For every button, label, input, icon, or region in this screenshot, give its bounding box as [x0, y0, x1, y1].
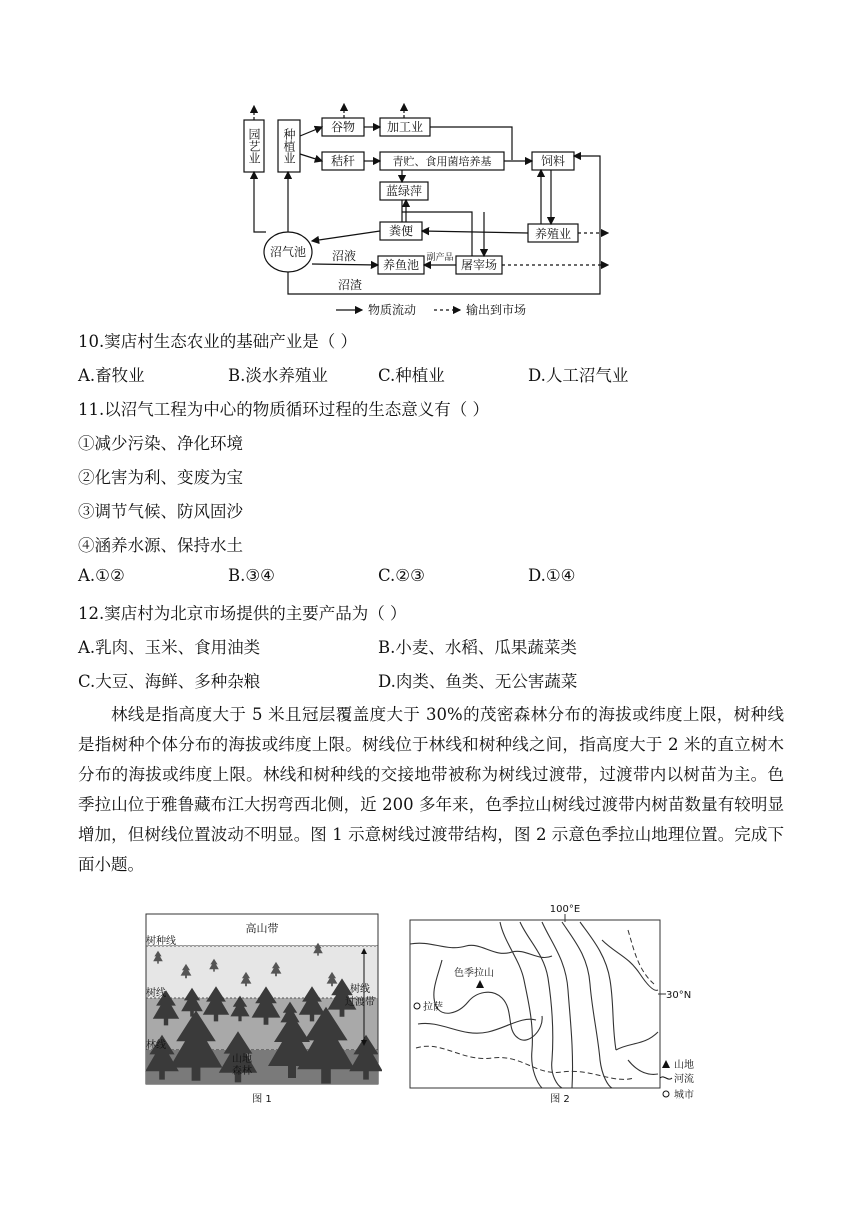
question-10-option-a: A.畜牧业 — [78, 366, 145, 385]
question-11-statement-3: ③调节气候、防风固沙 — [78, 502, 243, 521]
question-11-option-c: C.②③ — [378, 566, 425, 585]
question-12-option-d: D.肉类、鱼类、无公害蔬菜 — [378, 672, 578, 691]
node-straw: 秸秆 — [330, 154, 356, 168]
node-slaughterhouse: 屠宰场 — [460, 258, 498, 272]
question-10-option-d: D.人工沼气业 — [528, 366, 629, 385]
edge-biogas-residue: 沼渣 — [337, 278, 363, 292]
edge-biogas-liquid: 沼液 — [331, 249, 357, 263]
node-biogas-pit: 沼气池 — [269, 245, 307, 259]
figure-2-location-map — [402, 900, 722, 1110]
node-fish-pond: 养鱼池 — [382, 258, 420, 272]
node-feed: 饲料 — [540, 154, 566, 168]
figure-2-legend-city: 城市 — [674, 1090, 694, 1101]
node-manure: 粪便 — [388, 224, 414, 238]
figure-2-city-marker — [414, 1003, 420, 1009]
figure-1-caption: 图 1 — [252, 1094, 272, 1105]
node-azolla: 蓝绿萍 — [385, 184, 423, 198]
figure-1-treeline-structure — [142, 910, 382, 1110]
edge-byproduct: 副产品 — [426, 253, 454, 263]
figure-2-mountain-label: 色季拉山 — [454, 968, 494, 979]
figure-2-city-label: 拉萨 — [423, 1002, 443, 1013]
figure-1-species-line-label: 树种线 — [146, 936, 176, 947]
node-grain: 谷物 — [330, 120, 356, 134]
figure-2-legend-river: 河流 — [674, 1074, 694, 1085]
question-11-option-d: D.①④ — [528, 566, 576, 585]
question-11-statement-2: ②化害为利、变废为宝 — [78, 468, 243, 487]
figure-2-legend-mountain: 山地 — [674, 1060, 694, 1071]
reading-passage: 林线是指高度大于 5 米且冠层覆盖度大于 30%的茂密森林分布的海拔或纬度上限，树种线是指树种个体分布的海拔或纬度上限。树线位于林线和树种线之间，指高度大于 2 米的直立树木分布的海拔或纬度上限。林线和树种线的交接地带被称为树线过渡带，过渡带内以树苗为主。色季拉山位于雅鲁藏布江大拐弯西北侧，近 200 多年来，色季拉山树线过渡带内树苗数量有较明显增加，但树线位置波动不明显。图 1 示意树线过渡带结构，图 2 示意色季拉山地理位置。完成下面小题。 — [78, 705, 784, 874]
figure-1-forest-label-1: 山地 — [232, 1054, 252, 1065]
question-10-stem: 10.窦店村生态农业的基础产业是（ ） — [78, 332, 357, 351]
legend-market-output: 输出到市场 — [466, 303, 527, 317]
figure-1-alpine-zone-label: 高山带 — [245, 922, 279, 935]
question-10-option-b: B.淡水养殖业 — [228, 366, 328, 385]
figure-2-latitude-label: 30°N — [666, 990, 692, 1001]
question-11-statement-4: ④涵养水源、保持水土 — [78, 536, 243, 555]
question-11-statement-1: ①减少污染、净化环境 — [78, 434, 243, 453]
figure-2-caption: 图 2 — [550, 1094, 570, 1105]
question-11-option-a: A.①② — [78, 566, 125, 585]
question-11-option-b: B.③④ — [228, 566, 275, 585]
figure-1-forest-label-2: 森林 — [232, 1066, 252, 1077]
question-12-option-b: B.小麦、水稻、瓜果蔬菜类 — [378, 638, 577, 657]
node-livestock: 养殖业 — [534, 227, 572, 241]
figure-2-longitude-label: 100°E — [549, 904, 581, 915]
question-11-stem: 11.以沼气工程为中心的物质循环过程的生态意义有（ ） — [78, 400, 489, 419]
node-horticulture: 园艺业 — [247, 128, 261, 164]
figure-1-transition-label-2: 过渡带 — [345, 997, 375, 1008]
question-12-stem: 12.窦店村为北京市场提供的主要产品为（ ） — [78, 604, 407, 623]
node-silage: 青贮、食用菌培养基 — [392, 155, 492, 168]
figure-1-forest-line-label: 林线 — [146, 1040, 166, 1051]
node-planting: 种植业 — [282, 128, 296, 164]
legend-material-flow: 物质流动 — [368, 303, 417, 317]
material-flow-diagram — [236, 96, 616, 322]
question-12-option-c: C.大豆、海鲜、多种杂粮 — [78, 672, 261, 691]
question-12-option-a: A.乳肉、玉米、食用油类 — [78, 638, 261, 657]
figure-1-transition-label-1: 树线 — [350, 984, 370, 995]
figure-1-tree-line-label: 树线 — [146, 988, 166, 999]
node-processing: 加工业 — [386, 120, 424, 134]
question-10-option-c: C.种植业 — [378, 366, 445, 385]
